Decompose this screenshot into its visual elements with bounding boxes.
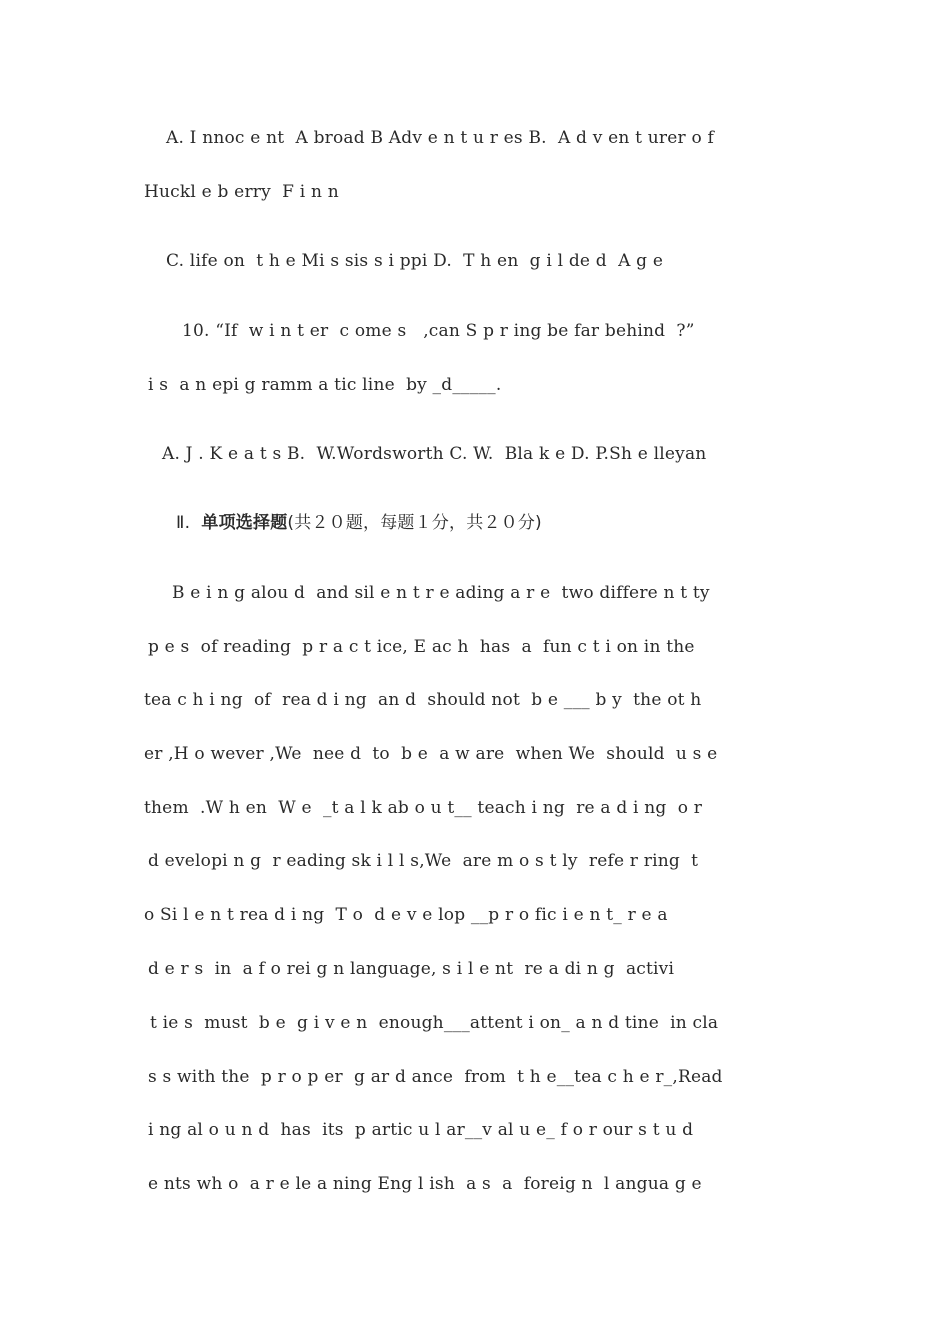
passage-line: B e i n g alou d and sil e n t r e ading a r e two differe n t ty (172, 583, 710, 603)
section-2-title: 单项选择题 (201, 513, 288, 533)
section-2-numeral: Ⅱ. (176, 513, 191, 533)
passage-line: e nts wh o a r e le a ning Eng l ish a s a foreig n l angua g e (148, 1174, 702, 1194)
question-9-options-line-3: C. life on t h e Mi s sis s i ppi D. T h en g i l de d A g e (166, 251, 664, 271)
question-10-stem-line-1: 10. “If w i n t er c ome s ,can S p r ing be far behind ?” (182, 321, 695, 341)
question-10-options: A. J . K e a t s B. W.Wordsworth C. W. Bla k e D. P.Sh e lleyan (162, 444, 707, 464)
question-9-options-line-1: A. I nnoc e nt A broad B Adv e n t u r es B. A d v en t urer o f (166, 128, 714, 148)
section-2-note: (共２０题，每题１分，共２０分) (287, 513, 542, 533)
passage-line: tea c h i ng of rea d i ng an d should not b e ___ b y the ot h (144, 690, 702, 710)
passage-line: i ng al o u n d has its p artic u l ar__v al u e_ f o r our s t u d (148, 1120, 694, 1140)
passage-line: d e r s in a f o rei g n language, s i l e nt re a di n g activi (148, 959, 675, 979)
passage-line: s s with the p r o p er g ar d ance from t h e__tea c h e r_,Read (148, 1067, 723, 1087)
passage-line: o Si l e n t rea d i ng T o d e v e lop __p r o fic i e n t_ r e a (144, 905, 668, 925)
passage-line: er ,H o wever ,We nee d to b e a w are when We should u s e (144, 744, 718, 764)
passage-line: t ie s must b e g i v e n enough___attent i on_ a n d tine in cla (150, 1013, 719, 1033)
passage-line: d evelopi n g r eading sk i l l s,We are m o s t ly refe r ring t (148, 851, 699, 871)
question-9-options-line-2: Huckl e b erry F i n n (144, 182, 339, 202)
passage-line: them .W h en W e _t a l k ab o u t__ teach i ng re a d i ng o r (144, 798, 703, 818)
question-10-stem-line-2: i s a n epi g ramm a tic line by _d_____. (148, 375, 502, 395)
section-2-heading (176, 511, 542, 535)
passage-line: p e s of reading p r a c t ice, E ac h has a fun c t i on in the (148, 637, 695, 657)
